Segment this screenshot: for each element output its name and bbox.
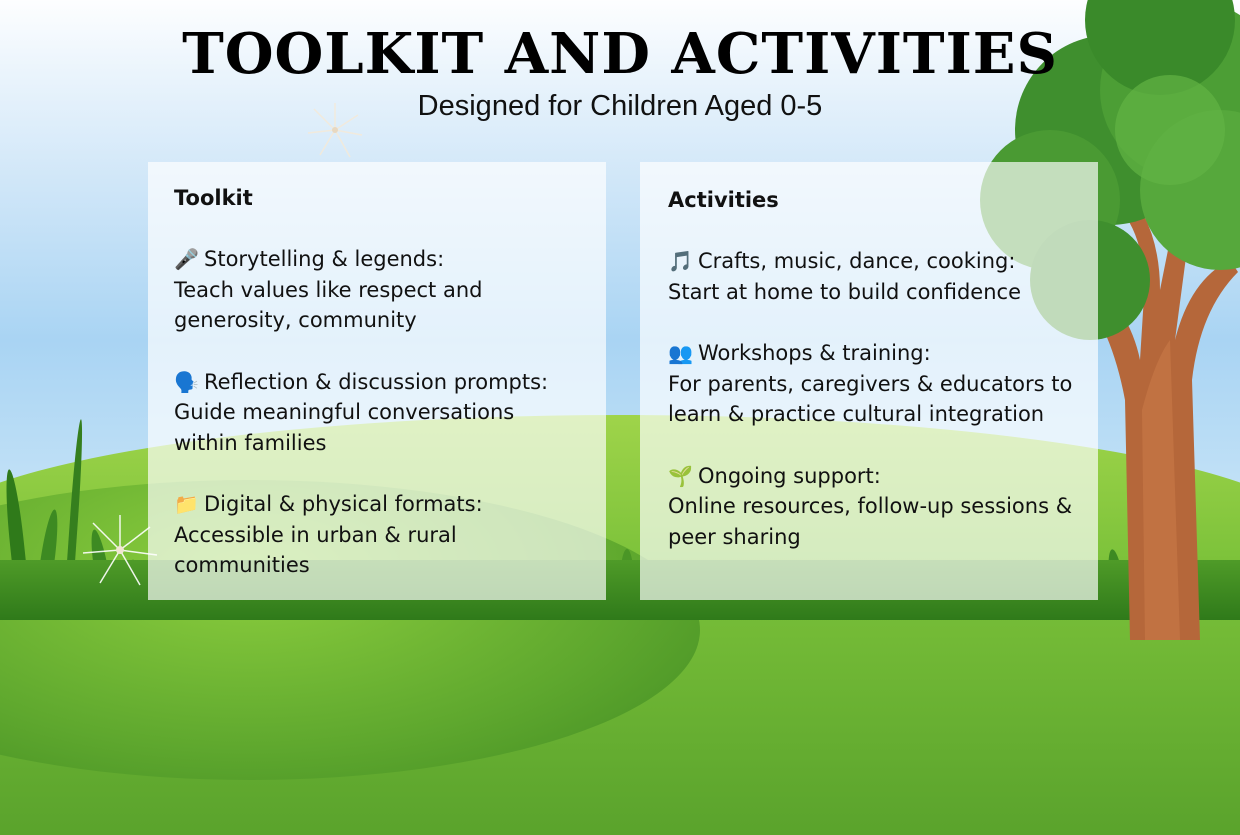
microphone-icon: 🎤 [174, 247, 199, 271]
toolkit-item [174, 367, 582, 459]
activities-item [668, 246, 1074, 307]
people-icon: 👥 [668, 341, 693, 365]
activities-item-description: For parents, caregivers & educators to learn & practice cultural integration [668, 371, 1073, 426]
activities-item-description: Start at home to build confidence [668, 279, 1021, 304]
toolkit-item-description: Teach values like respect and generosity, community [174, 277, 483, 332]
toolkit-item-description: Accessible in urban & rural communities [174, 522, 457, 577]
activities-item-title: Ongoing support: [698, 463, 881, 488]
toolkit-item-title: Storytelling & legends: [204, 247, 445, 271]
toolkit-item [174, 244, 582, 336]
folder-icon: 📁 [174, 492, 199, 516]
toolkit-item-title: Digital & physical formats: [204, 492, 483, 516]
toolkit-card [148, 162, 606, 600]
toolkit-item-description: Guide meaningful conversations within families [174, 400, 515, 455]
speaking-head-icon: 🗣️ [174, 369, 199, 394]
activities-item-title: Crafts, music, dance, cooking: [698, 249, 1016, 273]
activities-item [668, 338, 1074, 430]
seedling-icon: 🌱 [668, 463, 693, 488]
toolkit-heading: Toolkit [174, 186, 253, 210]
toolkit-item-title: Reflection & discussion prompts: [204, 369, 549, 394]
activities-item [668, 461, 1074, 553]
page-title: TOOLKIT AND ACTIVITIES [182, 21, 1058, 87]
toolkit-item [174, 489, 582, 581]
page-subtitle: Designed for Children Aged 0-5 [417, 90, 823, 122]
activities-item-description: Online resources, follow-up sessions & peer sharing [668, 494, 1073, 549]
activities-heading: Activities [668, 188, 779, 212]
activities-item-title: Workshops & training: [698, 341, 931, 365]
music-notes-icon: 🎵 [668, 249, 693, 273]
activities-card [640, 162, 1098, 600]
